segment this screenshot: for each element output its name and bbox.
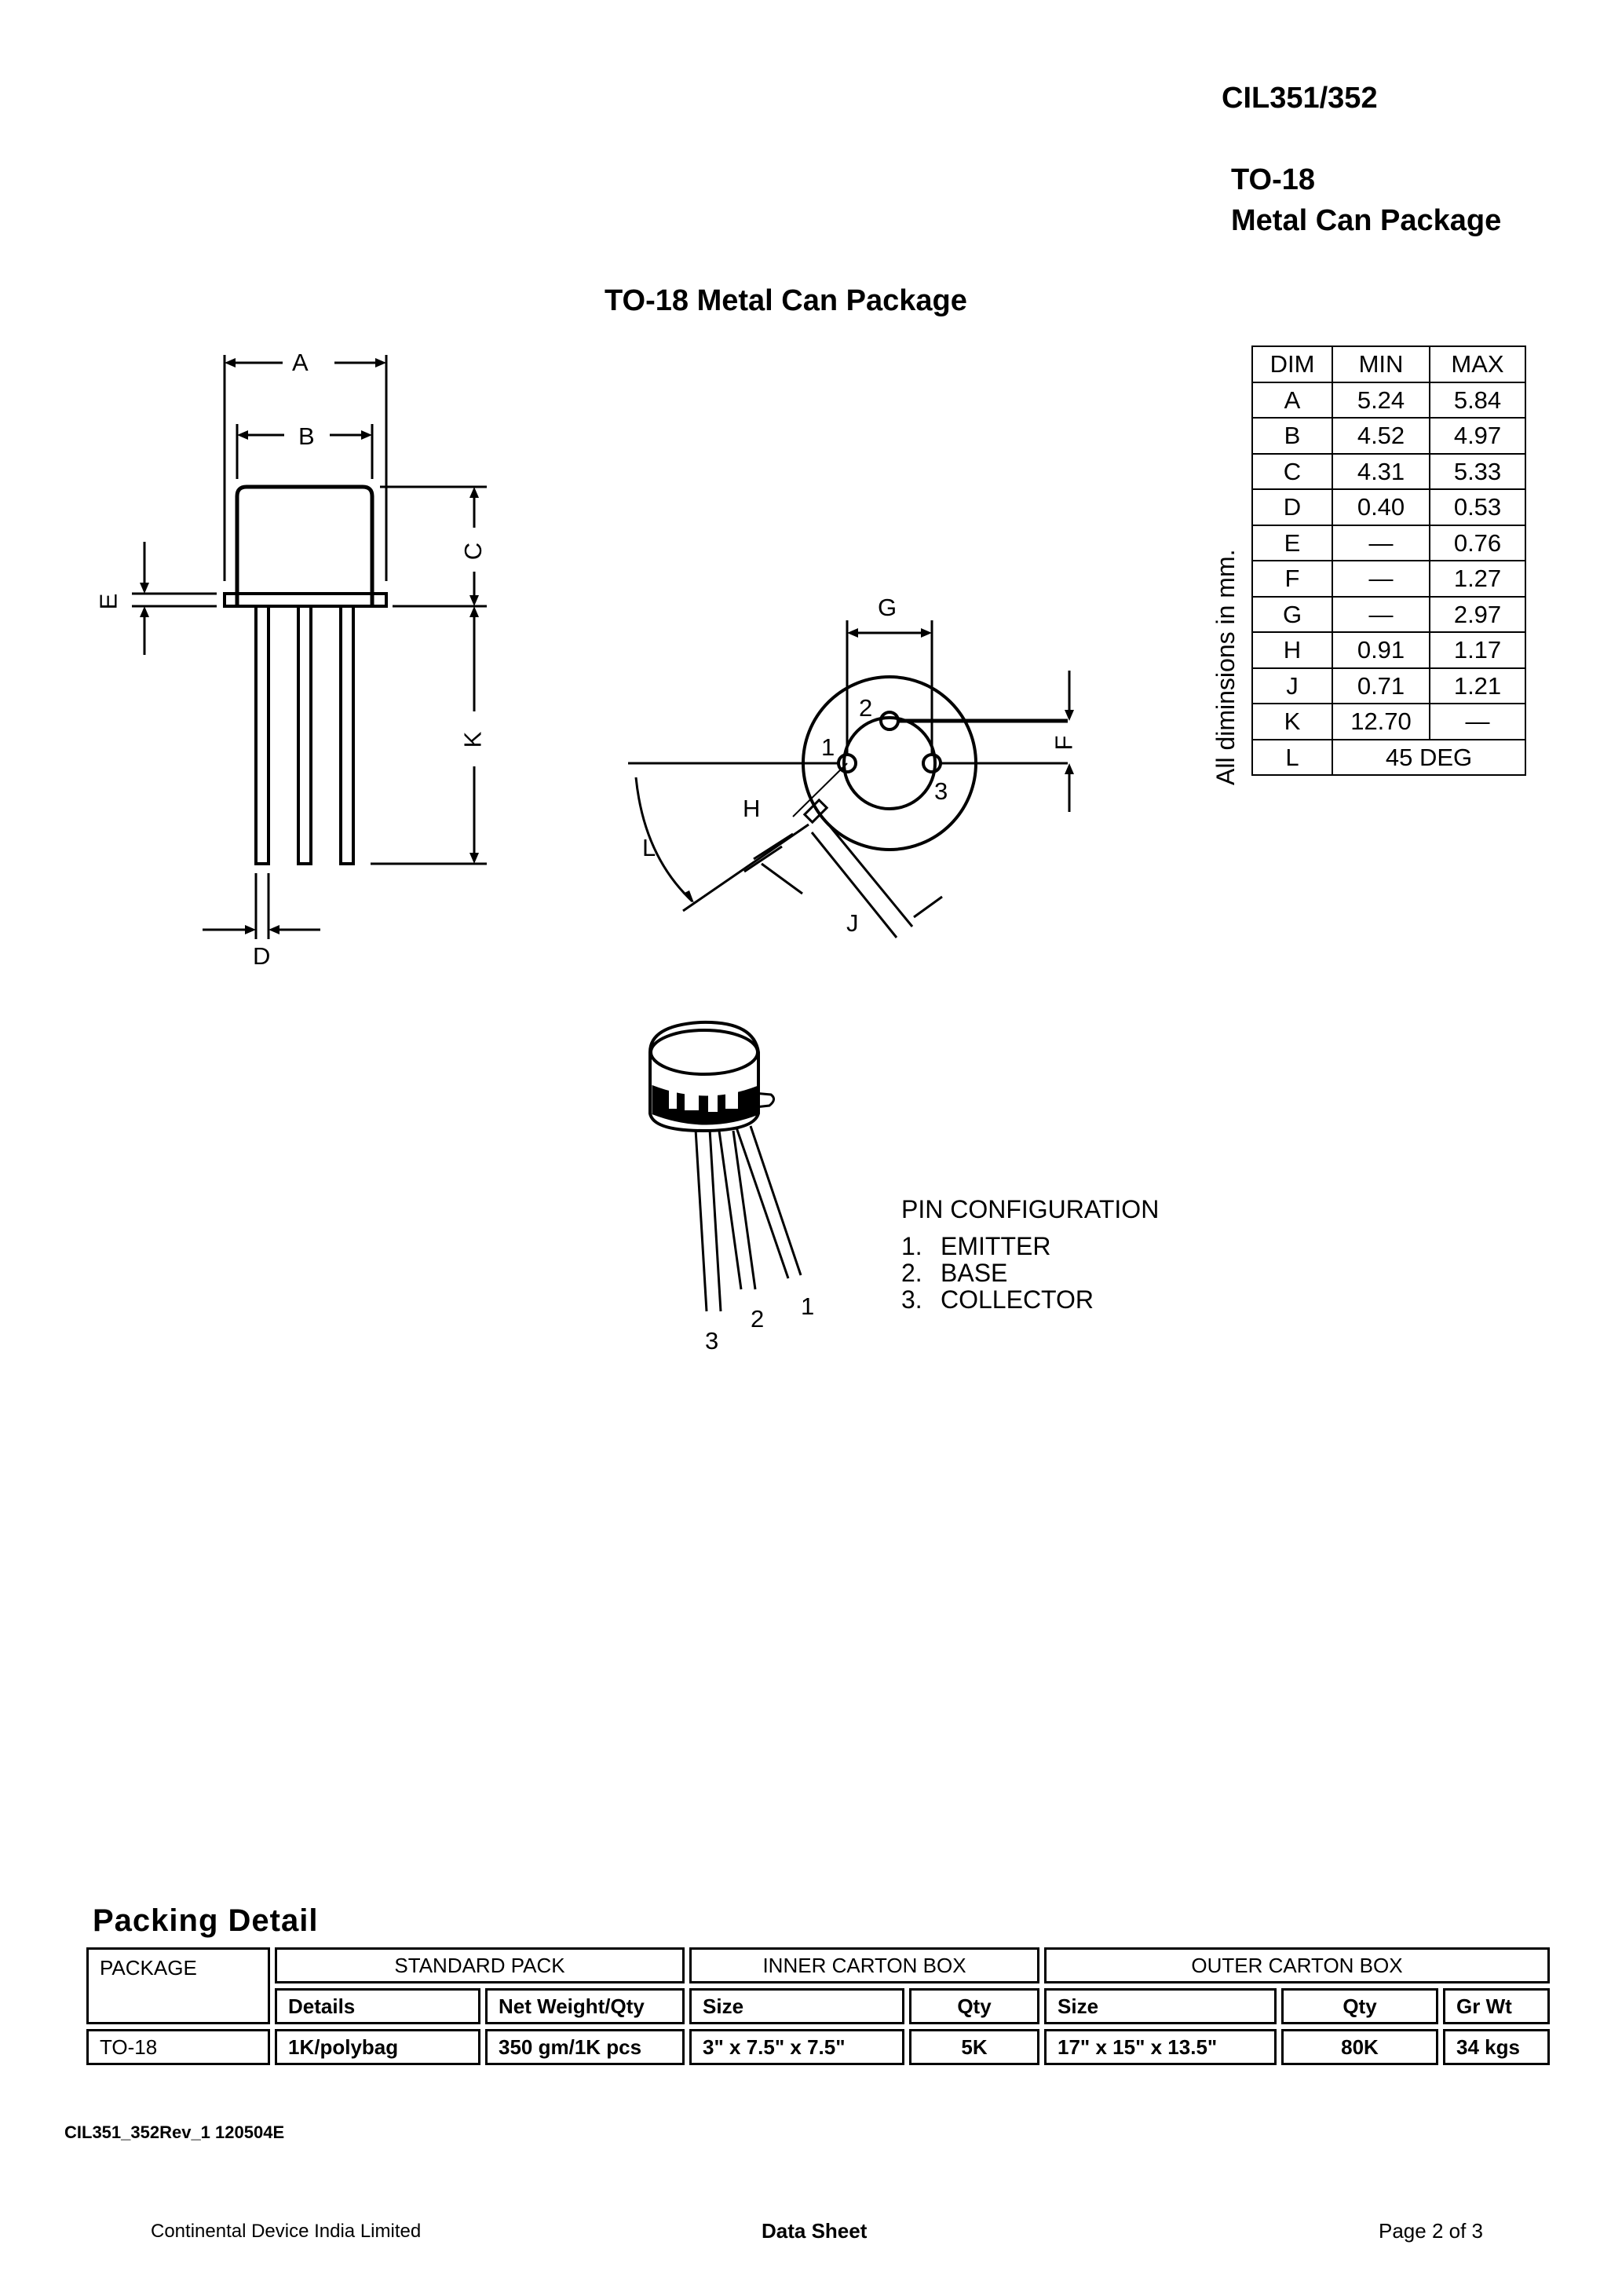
min-cell: — [1332,525,1430,561]
photo-pin-2: 2 [751,1305,765,1333]
dim-cell: D [1252,489,1332,525]
part-number: CIL351/352 [1222,82,1378,115]
max-cell: 1.21 [1430,668,1525,704]
gross-weight-header: Gr Wt [1443,1988,1550,2024]
dimension-unit-note: All diminsions in mm. [1211,549,1240,785]
dim-cell: E [1252,525,1332,561]
dim-cell: L [1252,740,1332,776]
min-cell: 4.52 [1332,418,1430,454]
outer-qty-cell: 80K [1281,2029,1438,2065]
dim-label-a: A [292,349,309,376]
max-cell: 5.33 [1430,454,1525,490]
max-cell: 0.76 [1430,525,1525,561]
packing-detail-title: Packing Detail [93,1903,319,1938]
inner-qty-cell: 5K [909,2029,1039,2065]
pin-name: COLLECTOR [941,1285,1094,1314]
packing-sub-header-row [86,1988,1550,2024]
outer-carton-header: OUTER CARTON BOX [1044,1947,1550,1983]
pin-configuration-title: PIN CONFIGURATION [901,1195,1160,1223]
dim-label-j: J [846,909,859,937]
min-cell: — [1332,561,1430,597]
pin-name: BASE [941,1259,1008,1287]
inner-qty-header: Qty [909,1988,1039,2024]
outer-size-header: Size [1044,1988,1277,2024]
packing-group-header-row [86,1947,1550,1983]
document-reference: CIL351_352Rev_1 120504E [64,2122,285,2142]
min-cell: — [1332,597,1430,633]
min-header: MIN [1332,346,1430,382]
outer-qty-header: Qty [1281,1988,1438,2024]
dim-label-d: D [253,942,271,970]
pin-label-2: 2 [859,694,873,722]
inner-size-cell: 3" x 7.5" x 7.5" [689,2029,904,2065]
max-cell: — [1430,704,1525,740]
pin-label-1: 1 [821,733,835,761]
min-cell: 12.70 [1332,704,1430,740]
dim-cell: F [1252,561,1332,597]
details-cell: 1K/polybag [275,2029,480,2065]
min-cell: 0.40 [1332,489,1430,525]
max-cell: 0.53 [1430,489,1525,525]
min-cell: 5.24 [1332,382,1430,419]
dim-header: DIM [1252,346,1332,382]
dim-cell: A [1252,382,1332,419]
pin-number: 3. [901,1285,922,1314]
photo-pin-1: 1 [801,1292,815,1320]
footer-doc-type: Data Sheet [762,2219,868,2243]
min-cell: 0.71 [1332,668,1430,704]
packing-detail-table [82,1943,1554,2070]
drawing-title: TO-18 Metal Can Package [605,284,967,317]
pin-item [901,1286,1094,1313]
dim-cell: B [1252,418,1332,454]
package-description: Metal Can Package [1231,204,1502,237]
max-cell: 4.97 [1430,418,1525,454]
photo-pin-3: 3 [705,1327,719,1355]
net-weight-cell: 350 gm/1K pcs [485,2029,685,2065]
dim-label-g: G [878,594,897,621]
gross-weight-cell: 34 kgs [1443,2029,1550,2065]
inner-size-header: Size [689,1988,904,2024]
pin-number: 2. [901,1259,922,1287]
dim-cell: C [1252,454,1332,490]
dim-label-c: C [459,542,488,561]
standard-pack-header: STANDARD PACK [275,1947,685,1983]
pin-configuration-list [901,1233,1094,1313]
package-cell: TO-18 [86,2029,270,2065]
min-cell: 0.91 [1332,632,1430,668]
footer-company: Continental Device India Limited [151,2221,422,2242]
max-header: MAX [1430,346,1525,382]
package-header: PACKAGE [86,1947,270,2024]
min-cell: 4.31 [1332,454,1430,490]
dim-cell: K [1252,704,1332,740]
dim-cell: G [1252,597,1332,633]
max-cell: 1.17 [1430,632,1525,668]
package-name: TO-18 [1231,163,1316,196]
dim-label-e: E [94,593,122,610]
angle-value-cell: 45 DEG [1332,740,1525,776]
max-cell: 1.27 [1430,561,1525,597]
max-cell: 2.97 [1430,597,1525,633]
pin-label-3: 3 [934,777,948,805]
pin-item [901,1260,1094,1286]
outer-size-cell: 17" x 15" x 13.5" [1044,2029,1277,2065]
inner-carton-header: INNER CARTON BOX [689,1947,1039,1983]
dim-label-h: H [743,795,761,822]
dim-label-f: F [1050,735,1078,751]
footer-page-number: Page 2 of 3 [1379,2219,1483,2243]
net-weight-header: Net Weight/Qty [485,1988,685,2024]
pin-name: EMITTER [941,1232,1051,1260]
pin-number: 1. [901,1232,922,1260]
max-cell: 5.84 [1430,382,1525,419]
dim-label-b: B [298,422,315,450]
dim-cell: J [1252,668,1332,704]
packing-data-row [86,2029,1550,2065]
dim-label-l: L [642,834,656,861]
dim-label-k: K [458,731,487,748]
dim-cell: H [1252,632,1332,668]
pin-item [901,1233,1094,1260]
details-header: Details [275,1988,480,2024]
